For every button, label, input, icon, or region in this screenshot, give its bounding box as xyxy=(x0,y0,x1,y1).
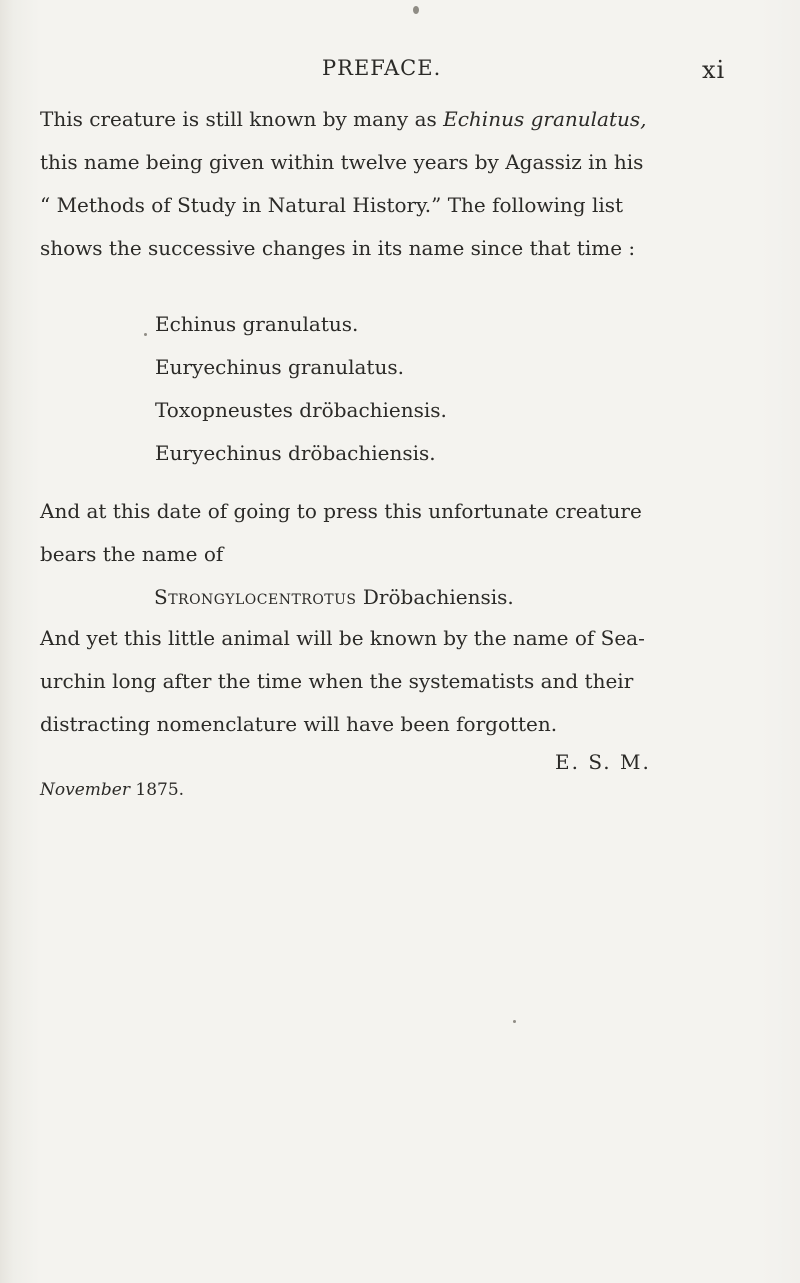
text-line: this name being given within twelve years by Agassiz in his xyxy=(40,150,644,174)
text-line: distracting nomenclature will have been forgotten. xyxy=(40,712,558,736)
paragraph-closing xyxy=(40,617,740,746)
current-species-name: Strongylocentrotus Dröbachiensis. xyxy=(154,585,514,609)
running-title: PREFACE. xyxy=(322,56,442,80)
list-item: Toxopneustes dröbachiensis. xyxy=(155,398,447,422)
text-line: bears the name of xyxy=(40,542,224,566)
ink-speck xyxy=(513,1020,516,1023)
text-line: This creature is still known by many as Echinus granulatus, xyxy=(40,107,647,131)
text-line: And yet this little animal will be known by the name of Sea- xyxy=(40,626,645,650)
page-number: xi xyxy=(702,56,726,84)
date-month: November xyxy=(40,780,130,800)
author-initials: E. S. M. xyxy=(555,750,651,774)
paragraph-intro xyxy=(40,98,740,270)
species-name-list xyxy=(155,303,447,475)
genus-smallcaps: Strongylocentrotus xyxy=(154,585,357,609)
ink-speck xyxy=(413,6,419,14)
date-year: 1875. xyxy=(129,780,185,800)
list-item: Euryechinus granulatus. xyxy=(155,355,404,379)
text-line: And at this date of going to press this unfortunate creature xyxy=(40,499,642,523)
list-item: Euryechinus dröbachiensis. xyxy=(155,441,436,465)
paragraph-current-name xyxy=(40,490,740,619)
dateline xyxy=(40,780,184,800)
italic-species-name: Echinus granulatus, xyxy=(443,107,647,131)
page-header xyxy=(0,56,800,90)
list-item: Echinus granulatus. xyxy=(155,312,359,336)
ink-speck xyxy=(144,333,147,336)
text-line: shows the successive changes in its name since that time : xyxy=(40,236,636,260)
text-line: urchin long after the time when the systematists and their xyxy=(40,669,634,693)
text-line: “ Methods of Study in Natural History.” The following list xyxy=(40,193,624,217)
